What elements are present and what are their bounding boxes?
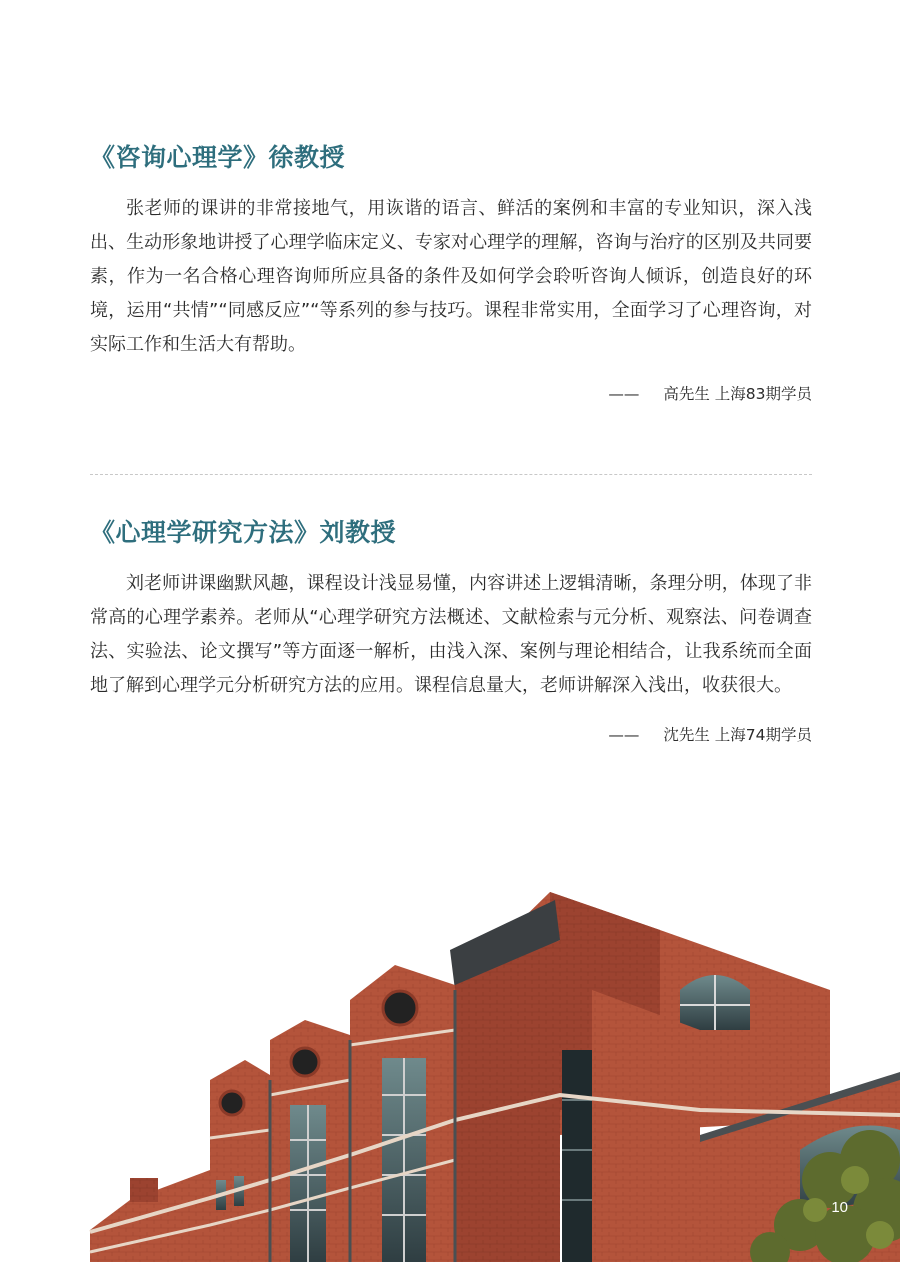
testimonial-section-2 xyxy=(90,513,812,747)
section-divider xyxy=(90,474,812,475)
signature-text: 沈先生 上海74期学员 xyxy=(663,726,812,744)
signature-text: 高先生 上海83期学员 xyxy=(663,385,812,403)
brick-building-image xyxy=(0,880,900,1262)
testimonial-text: 刘老师讲课幽默风趣，课程设计浅显易懂，内容讲述上逻辑清晰，条理分明，体现了非常高的心理学素养。老师从“心理学研究方法概述、文献检索与元分析、观察法、问卷调查法、实验法、论文撰写”等方面逐一解析，由浅入深、案例与理论相结合，让我系统而全面地了解到心理学元分析研究方法的应用。课程信息量大，老师讲解深入浅出，收获很大。 xyxy=(90,573,812,696)
testimonial-section-1 xyxy=(90,138,812,406)
page-number: 10 xyxy=(831,1199,848,1216)
testimonial-text: 张老师的课讲的非常接地气，用诙谐的语言、鲜活的案例和丰富的专业知识，深入浅出、生动形象地讲授了心理学临床定义、专家对心理学的理解，咨询与治疗的区别及共同要素，作为一名合格心理咨询师所应具备的条件及如何学会聆听咨询人倾诉，创造良好的环境，运用“共情”“同感反应”“等系列的参与技巧。课程非常实用，全面学习了心理咨询，对实际工作和生活大有帮助。 xyxy=(90,198,812,355)
signature-dash: —— xyxy=(608,726,640,744)
signature-line xyxy=(90,723,812,747)
signature-dash: —— xyxy=(608,385,640,403)
section-title: 《咨询心理学》徐教授 xyxy=(90,143,346,172)
section-title: 《心理学研究方法》刘教授 xyxy=(90,518,397,547)
signature-line xyxy=(90,382,812,406)
